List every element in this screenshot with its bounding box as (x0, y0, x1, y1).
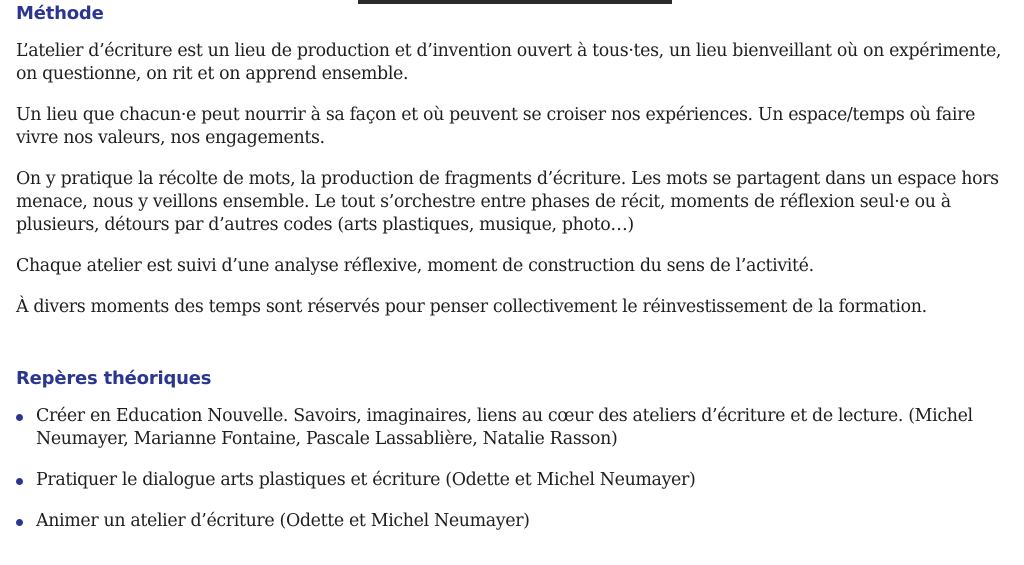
methode-paragraph: Un lieu que chacun·e peut nourrir à sa façon et où peuvent se croiser nos expériences. Un espace/temps où faire vivre nos valeurs, nos engagements. (16, 105, 976, 148)
methode-paragraph: Chaque atelier est suivi d’une analyse réflexive, moment de construction du sens de l’activité. (16, 256, 814, 276)
reperes-section (16, 367, 1016, 533)
reperes-heading: Repères théoriques (16, 368, 212, 389)
list-item (16, 405, 1016, 451)
list-item-text: Créer en Education Nouvelle. Savoirs, imaginaires, liens au cœur des ateliers d’écriture et de lecture. (Michel Neumayer, Marianne Fontaine, Pascale Lassablière, Natalie Rasson) (36, 406, 973, 449)
page-content (16, 2, 1016, 551)
methode-paragraph: À divers moments des temps sont réservés pour penser collectivement le réinvestissement de la formation. (16, 297, 927, 317)
methode-paragraph: On y pratique la récolte de mots, la production de fragments d’écriture. Les mots se partagent dans un espace hors menace, nous y veillons ensemble. Le tout s’orchestre entre phases de récit, moments de réflexion seul·e ou à plusieurs, détours par d’autres codes (arts plastiques, musique, photo…) (16, 169, 999, 235)
bullet-icon (16, 414, 23, 421)
bullet-icon (16, 478, 23, 485)
list-item-text: Pratiquer le dialogue arts plastiques et écriture (Odette et Michel Neumayer) (36, 470, 696, 490)
list-item-text: Animer un atelier d’écriture (Odette et Michel Neumayer) (36, 511, 530, 531)
reperes-list (16, 405, 1016, 533)
list-item (16, 510, 1016, 533)
list-item (16, 469, 1016, 492)
methode-heading: Méthode (16, 3, 104, 24)
methode-paragraph: L’atelier d’écriture est un lieu de production et d’invention ouvert à tous·tes, un lieu bienveillant où on expérimente, on questionne, on rit et on apprend ensemble. (16, 41, 1002, 84)
methode-section (16, 2, 1016, 319)
bullet-icon (16, 519, 23, 526)
